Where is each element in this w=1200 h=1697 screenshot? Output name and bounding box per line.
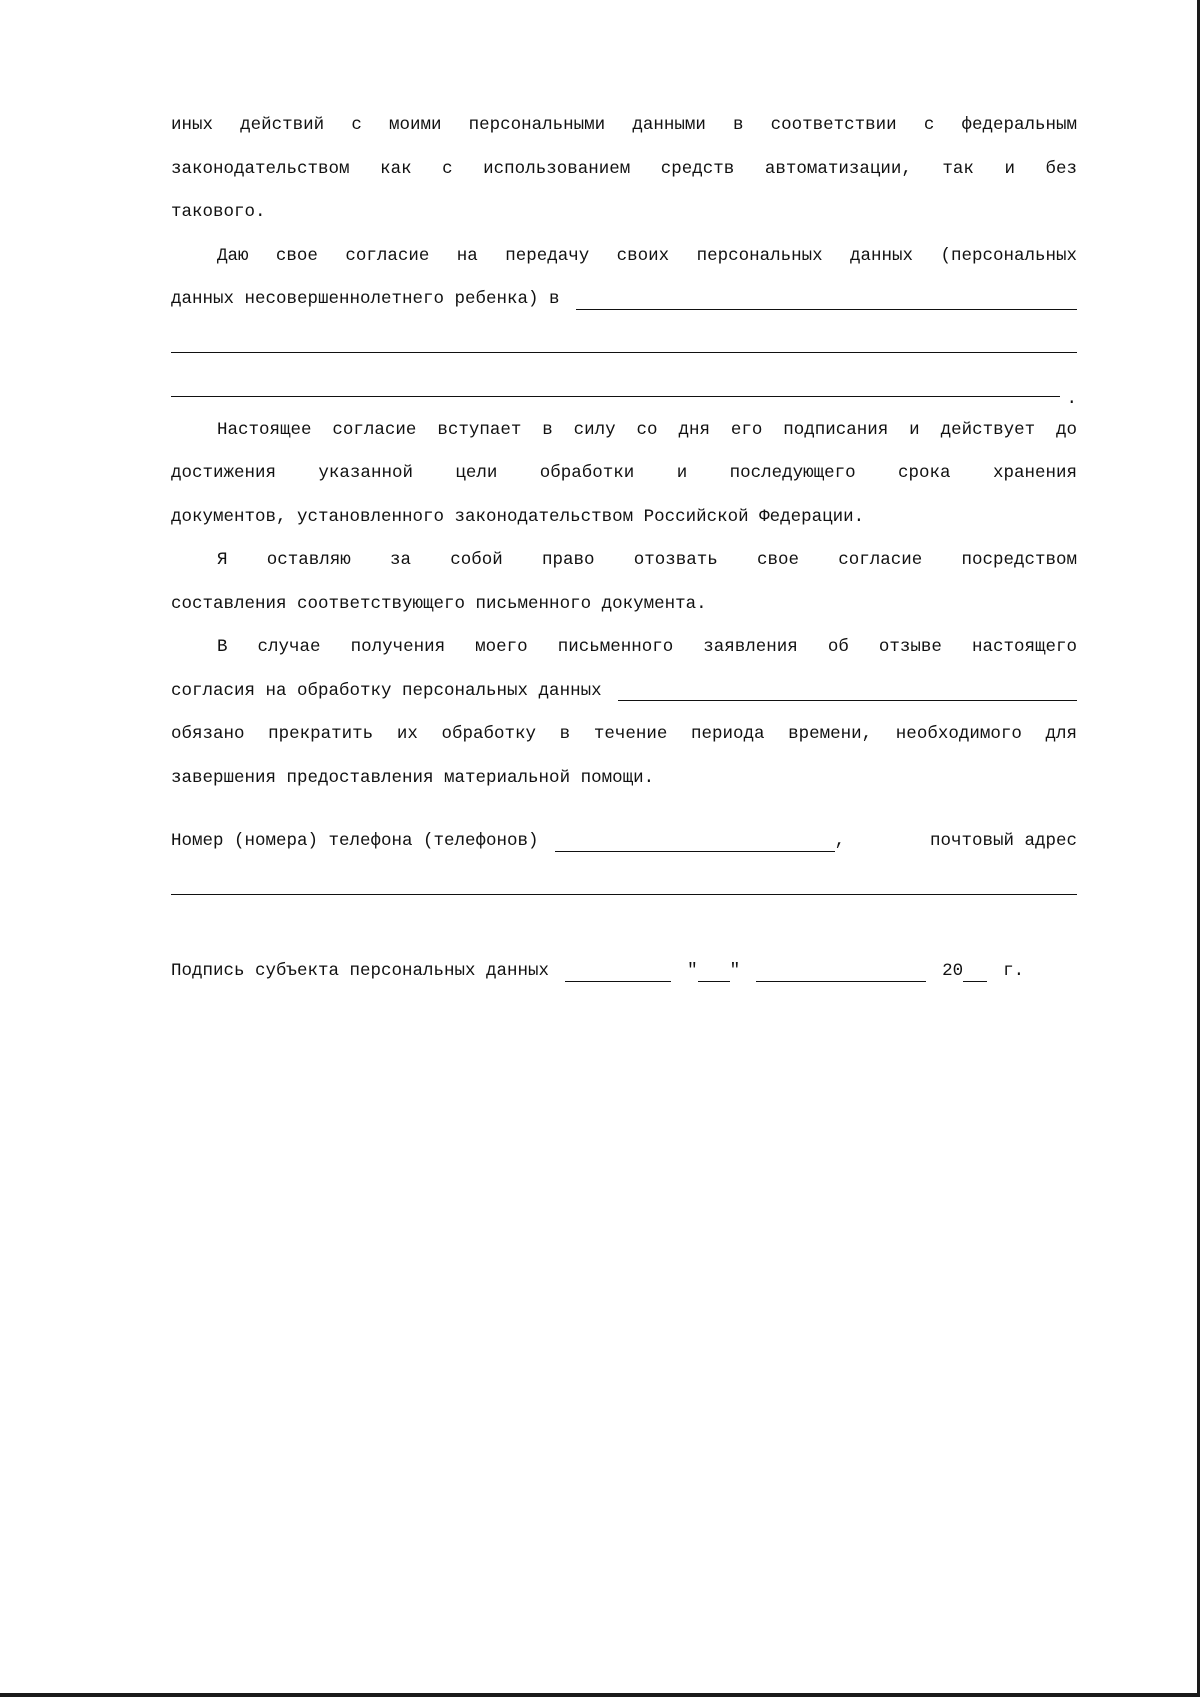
paragraph-2-line-1: Даю свое согласие на передачу своих персональных данных (персональных [217,245,1077,266]
recipient-field-3[interactable] [171,395,1060,397]
paragraph-5-line-2 [171,670,1077,714]
recipient-line-2 [171,322,1077,366]
paragraph-2-line-2 [171,278,1077,322]
paragraph-4-line-2: составления соответствующего письменного документа. [171,593,707,614]
paragraph-4-line-1: Я оставляю за собой право отозвать свое согласие посредством [217,550,1077,570]
paragraph-5-line-4: завершения предоставления материальной помощи. [171,767,655,788]
document-body [171,104,1077,994]
operator-name-field[interactable] [618,699,1077,701]
paragraph-1-line-1: иных действий с моими персональными данными в соответствии с федеральным [171,115,1077,135]
paragraph-2-line-2-text: данных несовершеннолетнего ребенка) в [171,289,560,309]
day-field[interactable] [698,980,730,982]
recipient-field-2[interactable] [171,351,1077,353]
spacer [171,800,1077,820]
address-line [171,864,1077,908]
paragraph-3-line-1: Настоящее согласие вступает в силу со дня его подписания и действует до [217,419,1077,440]
year-prefix: 20 [942,961,964,981]
address-field[interactable] [171,893,1077,895]
day-quote-open: " [687,961,698,981]
paragraph-1-line-3: такового. [171,202,266,222]
paragraph-5-line-1: В случае получения моего письменного заявления об отзыве настоящего [217,637,1077,657]
recipient-end-mark: . [1066,388,1077,409]
signature-field[interactable] [565,980,671,982]
signature-line [171,950,1077,994]
address-label: почтовый адрес [929,831,1077,851]
year-field[interactable] [963,980,987,982]
scan-border-bottom [0,1693,1200,1697]
recipient-field-1[interactable] [576,308,1077,310]
paragraph-5-line-2-text: согласия на обработку персональных данных [171,680,602,701]
contacts-comma: , [834,831,846,851]
paragraph-3-line-3: документов, установленного законодательством Российской Федерации. [171,506,865,527]
month-field[interactable] [756,980,926,982]
phone-label: Номер (номера) телефона (телефонов) [171,831,539,851]
contacts-line [171,820,1077,864]
day-quote-close: " [729,961,741,981]
phone-field[interactable] [555,850,835,852]
paragraph-3-line-2: достижения указанной цели обработки и последующего срока хранения [171,463,1077,483]
paragraph-1-line-2: законодательством как с использованием средств автоматизации, так и без [171,158,1077,179]
recipient-line-3 [171,365,1077,409]
paragraph-5-line-3: обязано прекратить их обработку в течение периода времени, необходимого для [171,724,1077,744]
signature-label: Подпись субъекта персональных данных [171,961,550,981]
spacer [171,907,1077,950]
year-suffix: г. [1003,961,1025,981]
